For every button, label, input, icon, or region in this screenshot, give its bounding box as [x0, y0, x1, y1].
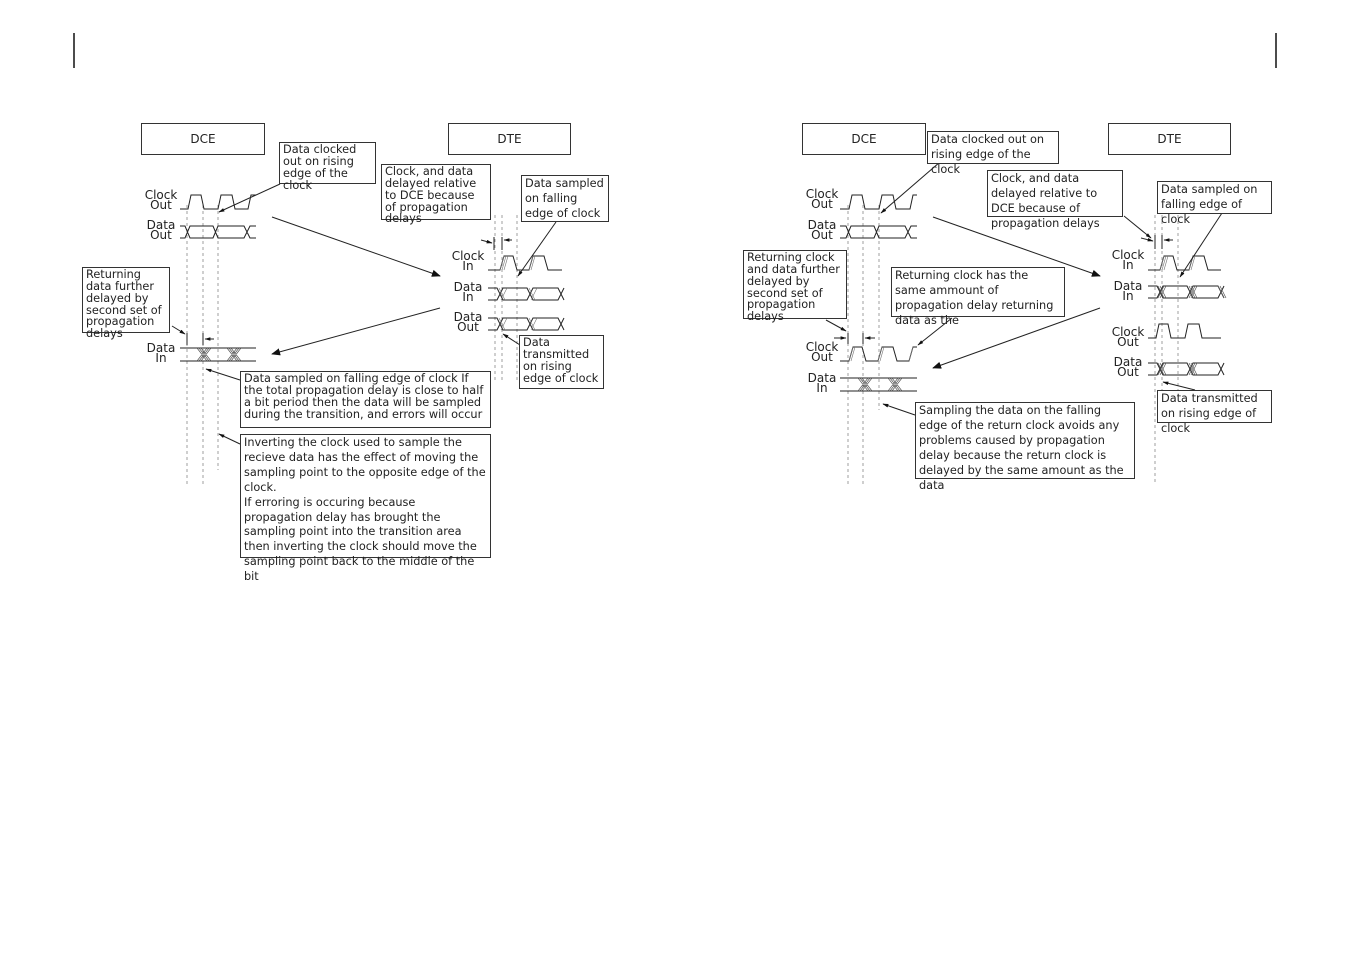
right-label-clock-out: Clock Out: [805, 187, 839, 211]
left-data-out-dte-wave: [488, 318, 564, 330]
right-note-data-clocked-out: Data clocked out on rising edge of the clock: [927, 131, 1059, 164]
left-note-data-clocked-out: Data clocked out on rising edge of the clock: [279, 142, 376, 184]
left-dte-header: DTE: [448, 123, 571, 155]
right-leader-delayed: [1124, 216, 1151, 238]
right-label-clock-out-return: Clock Out: [805, 340, 839, 364]
right-data-in-hatch: [1158, 286, 1226, 298]
right-note-clock-data-delayed: Clock, and data delayed relative to DCE because of propagation delays: [987, 170, 1123, 217]
left-note-erroring-text: If erroring is occuring because propagation delay has brought the sampling point into the transition area then inverting the clock should move the sampling point back to the middle of the bit: [244, 495, 477, 584]
left-leader-sampled-falling: [518, 222, 556, 276]
left-label-data-out-dte: Data Out: [453, 310, 483, 334]
left-data-in-wave: [488, 288, 564, 300]
left-label-data-in-dte: Data In: [453, 280, 483, 304]
right-note-data-transmitted: Data transmitted on rising edge of clock: [1157, 390, 1272, 423]
left-dce-header: DCE: [141, 123, 265, 155]
left-clock-in-hatch: [500, 256, 535, 270]
left-leader-clocked-out: [219, 184, 280, 212]
right-label-data-in-dce: Data In: [807, 371, 837, 395]
right-label-data-out: Data Out: [807, 218, 837, 242]
right-dte-header: DTE: [1108, 123, 1231, 155]
right-label-clock-in: Clock In: [1111, 248, 1145, 272]
left-arrow-to-dce: [272, 308, 440, 354]
right-data-in-dce-wave: [840, 378, 917, 391]
right-clock-in-wave: [1148, 256, 1221, 270]
right-note-sampling-return-clock: Sampling the data on the falling edge of the return clock avoids any problems caused by propagation delay because the return clock is delayed by the same amount as the data: [915, 402, 1135, 479]
right-note-returning-clock-data: Returning clock and data further delayed by second set of propagation delays: [743, 250, 847, 319]
left-label-clock-out: Clock Out: [144, 188, 178, 212]
left-leader-inverting: [219, 434, 240, 444]
left-note-half-bit: Data sampled on falling edge of clock If the total propagation delay is close to half a bit period then the data will be sampled during the transition, and errors will occur: [240, 371, 491, 428]
right-label-data-out-dte: Data Out: [1113, 355, 1143, 379]
left-label-data-out: Data Out: [146, 218, 176, 242]
left-note-returning-data: Returning data further delayed by second set of propagation delays: [82, 267, 170, 333]
left-clock-in-wave: [488, 256, 562, 270]
left-note-data-sampled-falling: Data sampled on falling edge of clock: [521, 175, 609, 222]
right-note-returning-clock-same: Returning clock has the same ammount of propagation delay returning data as the: [891, 267, 1065, 317]
right-data-in-dce-hatch: [858, 378, 902, 391]
right-leader-returning: [826, 320, 846, 331]
right-label-data-in-dte: Data In: [1113, 279, 1143, 303]
left-clock-out-wave: [180, 195, 256, 209]
left-note-data-transmitted: Data transmitted on rising edge of clock: [519, 335, 604, 389]
left-label-clock-in: Clock In: [451, 249, 485, 273]
right-data-out-dte-hatch: [1158, 363, 1197, 375]
left-delay-marker-dte: [481, 237, 512, 250]
right-data-out-dte-wave: [1148, 363, 1224, 375]
left-data-in-dce-hatch: [197, 348, 241, 361]
right-note-data-sampled-falling: Data sampled on falling edge of clock: [1157, 181, 1272, 214]
left-arrow-to-dte: [272, 217, 440, 276]
right-leader-transmitted: [1163, 382, 1195, 390]
right-delay-marker-dte: [1141, 235, 1173, 249]
right-data-in-wave: [1148, 286, 1224, 298]
left-note-inverting-text: Inverting the clock used to sample the recieve data has the effect of moving the sampling point to the opposite edge of the clock.: [244, 436, 486, 494]
left-note-clock-data-delayed: Clock, and data delayed relative to DCE because of propagation delays: [381, 164, 491, 220]
left-data-in-hatch: [499, 288, 537, 300]
right-data-out-wave: [840, 226, 917, 238]
left-leader-transmitted: [503, 334, 520, 345]
right-leader-sampling: [883, 404, 915, 415]
right-label-clock-out-dte: Clock Out: [1111, 325, 1145, 349]
right-clock-out-dte-wave: [1148, 324, 1221, 338]
left-note-inverting-clock: [240, 434, 491, 584]
right-dce-header: DCE: [802, 123, 926, 155]
left-label-data-in-dce: Data In: [146, 341, 176, 365]
left-leader-half-bit: [206, 369, 240, 380]
right-clock-out-wave: [840, 195, 917, 209]
left-data-out-dte-hatch: [499, 318, 537, 330]
